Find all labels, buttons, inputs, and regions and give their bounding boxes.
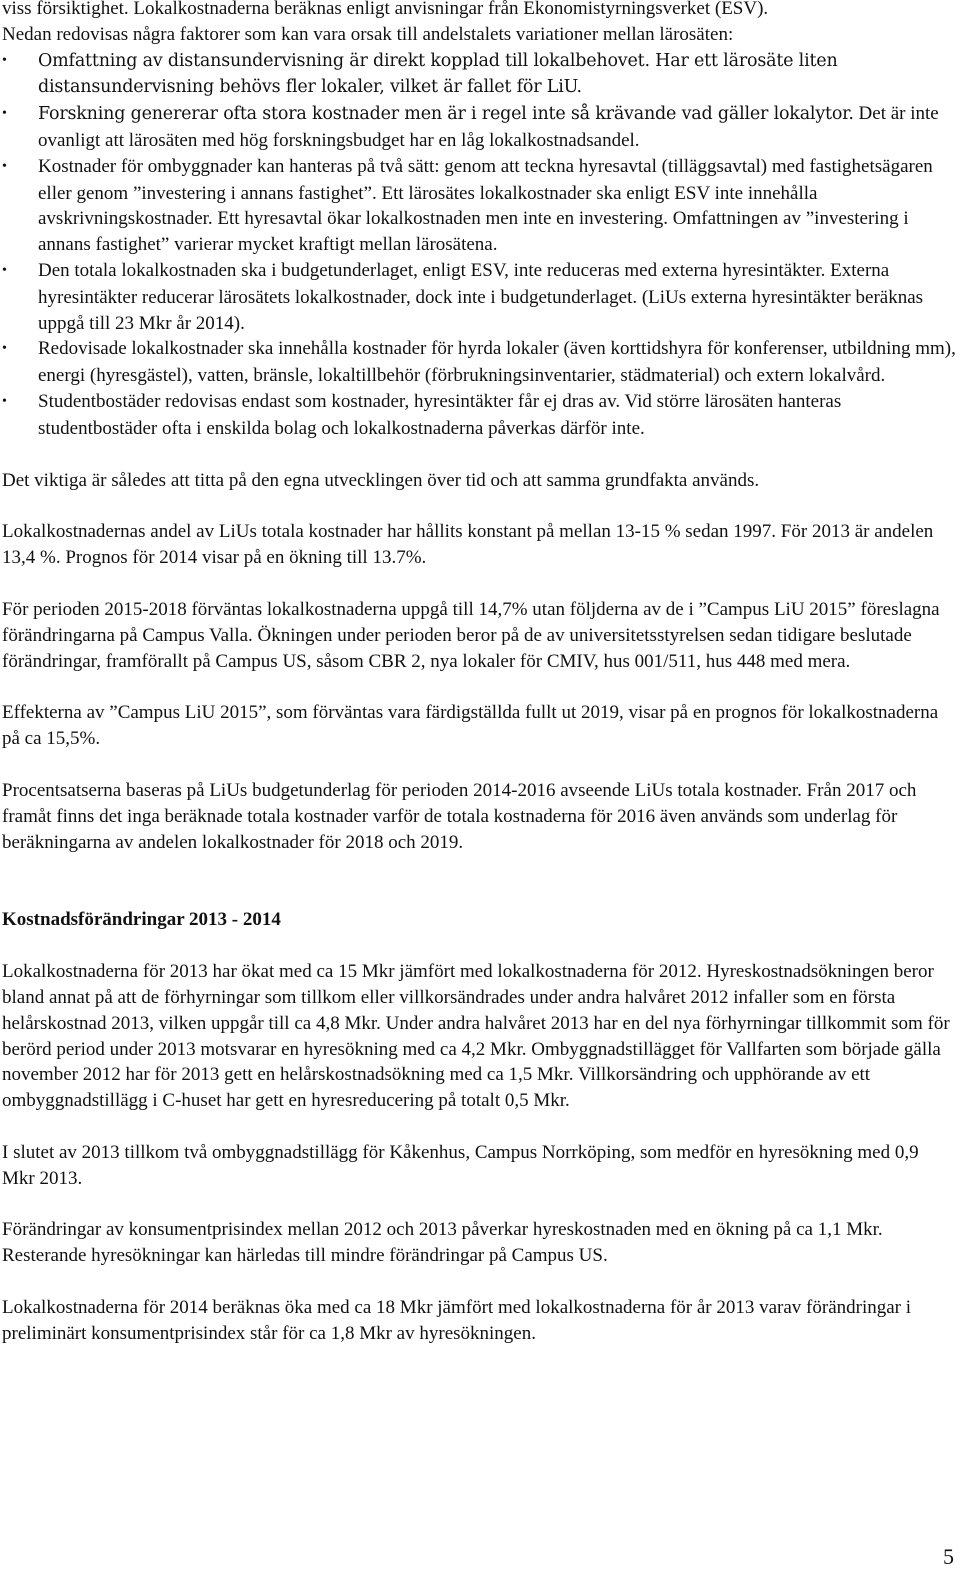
- paragraph-cost-changes-2013: Lokalkostnaderna för 2013 har ökat med ca 15 Mkr jämfört med lokalkostnaderna för 2012. Hyreskostnadsökningen beror bland annat på att de förhyrningar som tillkom eller villkorsändrades under andra halvåret 2012 infaller som en första helårskostnad 2013, vilken uppgår till ca 4,8 Mkr. Under andra halvåret 2013 har en del nya förhyrningar tillkommit som för berörd period under 2013 motsvarar en hyresökning med ca 4,2 Mkr. Ombyggnadstillägget för Vallfarten som började gälla november 2012 har för 2013 gett en helårskostnadsökning med ca 1,5 Mkr. Villkorsändring och upphörande av ett ombyggnadstillägg i C-huset har gett en hyresreducering på totalt 0,5 Mkr.: [2, 961, 950, 1112]
- paragraph-forecast-period: För perioden 2015-2018 förväntas lokalkostnaderna uppgå till 14,7% utan följderna av de i ”Campus LiU 2015” föreslagna förändringarna på Campus Valla. Ökningen under perioden beror på de av universitetsstyrelsen sedan tidigare beslutade förändringar, framförallt på Campus US, såsom CBR 2, nya lokaler för CMIV, hus 001/511, hus 448 med mera.: [2, 598, 940, 672]
- bullet-icon: •: [2, 52, 7, 68]
- bullet-icon: •: [2, 106, 7, 122]
- paragraph-summary: Det viktiga är således att titta på den egna utvecklingen över tid och att samma grundfakta används.: [2, 469, 760, 491]
- list-item-text-alt: Forskning genererar ofta stora kostnader men är i regel inte så krävande vad gäller lokalytor.: [38, 104, 854, 125]
- list-item-text: Redovisade lokalkostnader ska innehålla kostnader för hyrda lokaler (även korttidshyra för konferenser, utbildning mm), energi (hyresgästel), vatten, bränsle, lokaltillbehör (förbrukningsinventarier, städmaterial) och extern lokalvård.: [38, 338, 956, 387]
- page-number: 5: [943, 1544, 954, 1569]
- list-item-text: Studentbostäder redovisas endast som kostnader, hyresintäkter får ej dras av. Vid större lärosäten hanteras studentbostäder ofta i enskilda bolag och lokalkostnaderna påverkas därför inte.: [38, 390, 842, 439]
- list-item: [2, 154, 956, 258]
- bullet-icon: •: [2, 393, 7, 409]
- paragraph-campus-effects: Effekterna av ”Campus LiU 2015”, som förväntas vara färdigställda fullt ut 2019, visar på en prognos för lokalkostnaderna på ca 15,5%.: [2, 702, 939, 750]
- bullet-icon: •: [2, 158, 7, 174]
- intro-line-1: viss försiktighet. Lokalkostnaderna beräknas enligt anvisningar från Ekonomistyrningsverket (ESV).: [2, 0, 769, 19]
- list-item-text: Den totala lokalkostnaden ska i budgetunderlaget, enligt ESV, inte reduceras med externa hyresintäkter. Externa hyresintäkter reducerar lärosätets lokalkostnader, dock inte i budgetunderlaget. (LiUs externa hyresintäkter beräknas uppgå till 23 Mkr år 2014).: [38, 259, 924, 334]
- list-item: [2, 336, 956, 389]
- document-page: [2, 0, 956, 1347]
- paragraph-share: Lokalkostnadernas andel av LiUs totala kostnader har hållits konstant på mellan 13-15 % sedan 1997. För 2013 är andelen 13,4 %. Prognos för 2014 visar på en ökning till 13.7%.: [2, 521, 934, 569]
- list-item: [2, 389, 956, 442]
- factor-list: [2, 48, 956, 442]
- list-item-text: Det är inte ovanligt att lärosäten med hög forskningsbudget har en låg lokalkostnadsandel.: [38, 103, 939, 151]
- list-item: [2, 101, 956, 154]
- paragraph-kakenhus: I slutet av 2013 tillkom två ombyggnadstillägg för Kåkenhus, Campus Norrköping, som medför en hyresökning med 0,9 Mkr 2013.: [2, 1141, 919, 1189]
- list-item-text: Kostnader för ombyggnader kan hanteras på två sätt: genom att teckna hyresavtal (tilläggsavtal) med fastighetsägaren eller genom ”investering i annans fastighet”. Ett lärosätes lokalkostnader ska enligt ESV inte innehålla avskrivningskostnader. Ett hyresavtal ökar lokalkostnaden men inte en investering. Omfattningen av ”investering i annans fastighet” varierar mycket kraftigt mellan lärosätena.: [38, 155, 933, 256]
- list-item: [2, 48, 956, 102]
- list-item: [2, 258, 956, 336]
- paragraph-percent-basis: Procentsatserna baseras på LiUs budgetunderlag för perioden 2014-2016 avseende LiUs totala kostnader. Från 2017 och framåt finns det inga beräknade totala kostnader varför de totala kostnaderna för 2016 även används som underlag för beräkningarna av andelen lokalkostnader för 2018 och 2019.: [2, 779, 917, 853]
- intro-line-2: Nedan redovisas några faktorer som kan vara orsak till andelstalets variationer mellan lärosäten:: [2, 23, 734, 45]
- paragraph-kpi: Förändringar av konsumentprisindex mellan 2012 och 2013 påverkar hyreskostnaden med en ökning på ca 1,1 Mkr. Resterande hyresökningar kan härledas till mindre förändringar på Campus US.: [2, 1219, 883, 1267]
- paragraph-2014-forecast: Lokalkostnaderna för 2014 beräknas öka med ca 18 Mkr jämfört med lokalkostnaderna för år 2013 varav förändringar i preliminärt konsumentprisindex står för ca 1,8 Mkr av hyresökningen.: [2, 1297, 912, 1344]
- bullet-icon: •: [2, 341, 7, 357]
- bullet-icon: •: [2, 262, 7, 278]
- list-item-text-alt: Omfattning av distansundervisning är direkt kopplad till lokalbehovet. Har ett lärosäte liten distansundervisning behövs fler lokaler, vilket är fallet för LiU.: [38, 50, 838, 98]
- section-heading: Kostnadsförändringar 2013 - 2014: [2, 909, 281, 931]
